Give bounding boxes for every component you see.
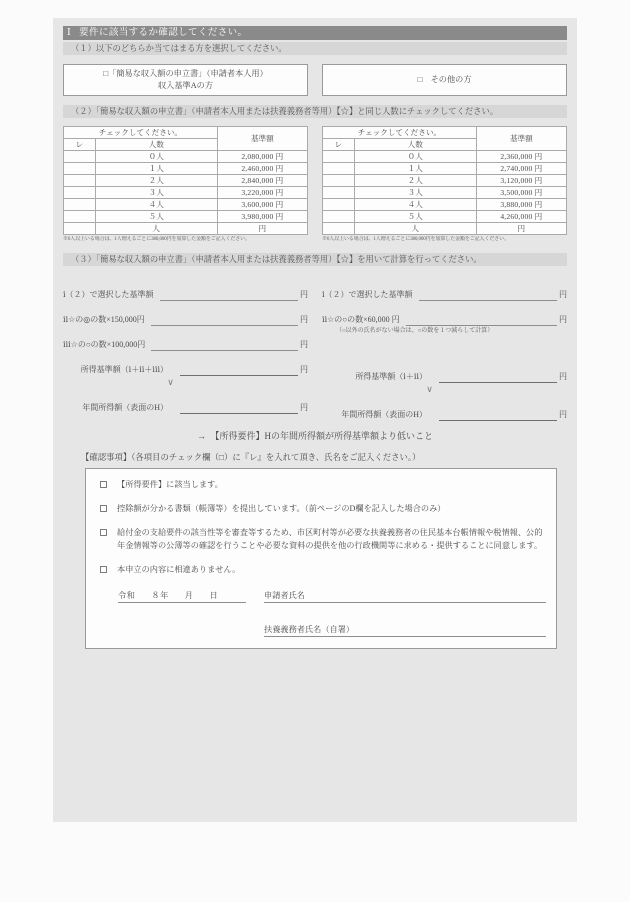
header-check-mark: レ [323,139,355,151]
check-cell[interactable] [323,223,355,235]
yen-unit: 円 [300,315,308,324]
amount-cell[interactable]: 円 [476,223,566,235]
yen-unit: 円 [300,365,308,374]
check-cell[interactable] [64,151,96,163]
confirmation-item-information-consent[interactable] [96,526,546,552]
amount-cell: 4,260,000 円 [476,211,566,223]
comparison-symbol-right: ∨ [426,384,433,394]
check-cell[interactable] [64,163,96,175]
table-header-row [64,127,308,139]
confirmation-item-declaration-truth[interactable] [96,563,546,576]
people-cell: ０人 [354,151,476,163]
yen-unit: 円 [559,410,567,419]
checkbox-icon[interactable] [100,529,107,536]
table-row[interactable] [323,199,567,211]
checkbox-icon[interactable] [100,481,107,488]
form-page [53,18,577,822]
check-cell[interactable] [64,199,96,211]
calc-label-iii-left: ⅲ☆の○の数×100,000円 [63,340,146,349]
amount-cell: 3,500,000 円 [476,187,566,199]
table-row[interactable] [323,211,567,223]
yen-unit: 円 [300,290,308,299]
amount-cell: 3,220,000 円 [217,187,307,199]
date-year-unit: 年 [160,591,169,600]
table-row[interactable] [64,187,308,199]
people-cell: ２人 [354,175,476,187]
table-row[interactable] [64,199,308,211]
calc-label-i-right: ⅰ（２）で選択した基準額 [322,290,413,299]
confirmation-item-label: 【所得要件】に該当します。 [117,480,223,489]
people-cell[interactable]: 人 [95,223,217,235]
people-cell: １人 [95,163,217,175]
calc-line-income-right [322,396,567,421]
yen-unit: 円 [559,315,567,324]
table-row[interactable] [64,211,308,223]
checkbox-icon[interactable] [100,566,107,573]
section-1-heading [63,26,567,40]
people-cell: ５人 [95,211,217,223]
check-cell[interactable] [64,187,96,199]
calc-input-iii-left[interactable] [151,336,298,351]
calc-input-total-left[interactable] [180,361,298,376]
criteria-table-left [63,126,308,235]
calc-input-i-right[interactable] [419,286,557,301]
table-row[interactable] [64,151,308,163]
confirmation-item-deduction-documents[interactable] [96,502,546,515]
amount-cell: 3,600,000 円 [217,199,307,211]
yen-unit: 円 [300,403,308,412]
calculation-row [63,276,567,421]
calc-line-income-left [63,389,308,414]
calc-line-ii-right [322,301,567,326]
amount-cell: 2,080,000 円 [217,151,307,163]
amount-cell: 3,880,000 円 [476,199,566,211]
income-requirement-statement: → 【所得要件】Hの年間所得額が所得基準額より低いこと [196,431,433,441]
calc-label-total-left: 所得基準額（ⅰ＋ⅱ＋ⅲ） [80,365,168,374]
people-cell: ５人 [354,211,476,223]
calc-input-total-right[interactable] [439,368,557,383]
calc-line-total-left [63,351,308,376]
confirmation-item-label: 給付金の支給要件の該当性等を審査等するため、市区町村等が必要な扶養義務者の住民基本台帳情報や税情報、公的年金情報等の公簿等の確認を行うことや必要な資料の提供を他の行政機関等に求める・提供することに同意します。 [117,528,543,550]
date-month-unit: 月 [184,591,194,600]
calc-input-ii-left[interactable] [151,311,298,326]
check-cell[interactable] [64,175,96,187]
check-cell[interactable] [64,223,96,235]
header-people: 人数 [95,139,217,151]
amount-cell: 2,740,000 円 [476,163,566,175]
calc-label-i-left: ⅰ（２）で選択した基準額 [63,290,154,299]
people-cell: ３人 [354,187,476,199]
calc-input-income-left[interactable] [180,399,298,414]
amount-cell: 3,980,000 円 [217,211,307,223]
calc-label-income-right: 年間所得額（表面のH） [341,410,427,419]
calc-label-income-left: 年間所得額（表面のH） [82,403,168,412]
checkbox-icon[interactable] [100,505,107,512]
date-field[interactable] [118,587,246,603]
calc-line-ii-left [63,301,308,326]
applicant-name-label: 申請者氏名 [264,591,305,600]
criteria-table-right-note: ※6人以上いる場合は、1人増えるごとに380,000円を加算した金額をご記入ください。 [322,237,509,242]
applicant-name-field[interactable] [264,587,546,603]
choice-option-other[interactable] [322,64,567,96]
section-numeral: Ⅰ [67,28,72,38]
subsection-3-label: （３）「簡易な収入額の申立書」（申請者本人用または扶養義務者等用）【☆】を用いて計算を行ってください。 [63,253,567,266]
date-day-unit: 日 [209,591,219,600]
calc-label-ii-right: ⅱ☆の○の数×60,000 円 [322,315,400,324]
choice-option-simple-income-line2: 収入基準Aの方 [157,81,214,90]
calc-input-income-right[interactable] [439,406,557,421]
table-row[interactable] [323,187,567,199]
calc-spacer-right [322,336,567,358]
calc-label-ii-left: ⅱ☆の◎の数×150,000円 [63,315,145,324]
check-cell[interactable] [64,211,96,223]
amount-cell[interactable]: 円 [217,223,307,235]
header-check-instruction: チェックしてください。 [323,127,477,139]
amount-cell: 3,120,000 円 [476,175,566,187]
yen-unit: 円 [559,290,567,299]
subsection-2-label: （２）「簡易な収入額の申立書」（申請者本人用または扶養義務者等用）【☆】と同じ人数にチェックしてください。 [63,105,567,118]
people-cell: ４人 [95,199,217,211]
header-people: 人数 [354,139,476,151]
yen-unit: 円 [559,372,567,381]
supporter-name-field[interactable] [264,621,546,637]
calc-line-iii-left [63,326,308,351]
header-amount: 基準額 [217,127,307,151]
table-row[interactable] [64,175,308,187]
yen-unit: 円 [300,340,308,349]
calc-label-total-right: 所得基準額（ⅰ＋ⅱ） [355,372,427,381]
criteria-tables-row [63,126,567,244]
amount-cell: 2,360,000 円 [476,151,566,163]
criteria-table-right [322,126,567,235]
section-title: 要件に該当するか確認してください。 [79,28,248,38]
header-check-mark: レ [64,139,96,151]
choice-option-simple-income-line1: □「簡易な収入額の申立書」（申請者本人用） [103,69,268,78]
table-row[interactable] [323,163,567,175]
supporter-name-label: 扶養義務者氏名（自署） [264,625,355,634]
amount-cell: 2,460,000 円 [217,163,307,175]
calc-line-i-left [63,276,308,301]
table-row[interactable] [323,151,567,163]
criteria-table-right-wrap [322,126,567,244]
calc-input-ii-right[interactable] [406,311,557,326]
subsection-1-label: （１）以下のどちらか当てはまる方を選択してください。 [63,42,567,55]
people-cell: ４人 [354,199,476,211]
calc-input-i-left[interactable] [160,286,298,301]
amount-cell: 2,840,000 円 [217,175,307,187]
people-cell: １人 [354,163,476,175]
calculation-column-left [63,276,308,421]
signature-area [96,587,546,637]
calc-line-total-right [322,358,567,383]
confirmation-box [85,468,557,649]
people-cell: ０人 [95,151,217,163]
header-check-instruction: チェックしてください。 [64,127,218,139]
check-cell[interactable] [323,151,355,163]
date-era: 令和 [118,591,136,600]
people-cell[interactable]: 人 [354,223,476,235]
check-cell[interactable] [323,211,355,223]
table-row-blank[interactable] [64,223,308,235]
confirmation-item-income-requirement[interactable] [96,478,546,491]
confirmation-item-label: 控除額が分かる書類（帳簿等）を提出しています。（前ページのD欄を記入した場合のみ） [117,504,446,513]
criteria-table-left-note: ※6人以上いる場合は、1人増えるごとに380,000円を加算した金額をご記入ください。 [63,237,250,242]
signature-fields [246,587,546,637]
choice-option-simple-income[interactable] [63,64,308,96]
people-cell: ２人 [95,175,217,187]
comparison-symbol-left: ∨ [167,377,174,387]
date-year-value: ８ [151,591,161,600]
confirmation-item-label: 本申立の内容に相違ありません。 [117,565,241,574]
calc-line-i-right [322,276,567,301]
table-row-blank[interactable] [323,223,567,235]
confirmation-heading: 【確認事項】（各項目のチェック欄（□）に『レ』を入れて頂き、氏名をご記入ください。） [81,453,421,462]
table-header-row [323,127,567,139]
calc-note-ii-right: （○以外の氏名がない場合は、○の数を１つ減らして計算） [336,328,494,334]
header-amount: 基準額 [476,127,566,151]
criteria-table-left-wrap [63,126,308,244]
choice-row [63,64,567,96]
people-cell: ３人 [95,187,217,199]
check-cell[interactable] [323,199,355,211]
calculation-column-right [322,276,567,421]
check-cell[interactable] [323,175,355,187]
check-cell[interactable] [323,187,355,199]
check-cell[interactable] [323,163,355,175]
choice-option-other-line1: □ その他の方 [417,75,472,84]
table-row[interactable] [64,163,308,175]
table-row[interactable] [323,175,567,187]
